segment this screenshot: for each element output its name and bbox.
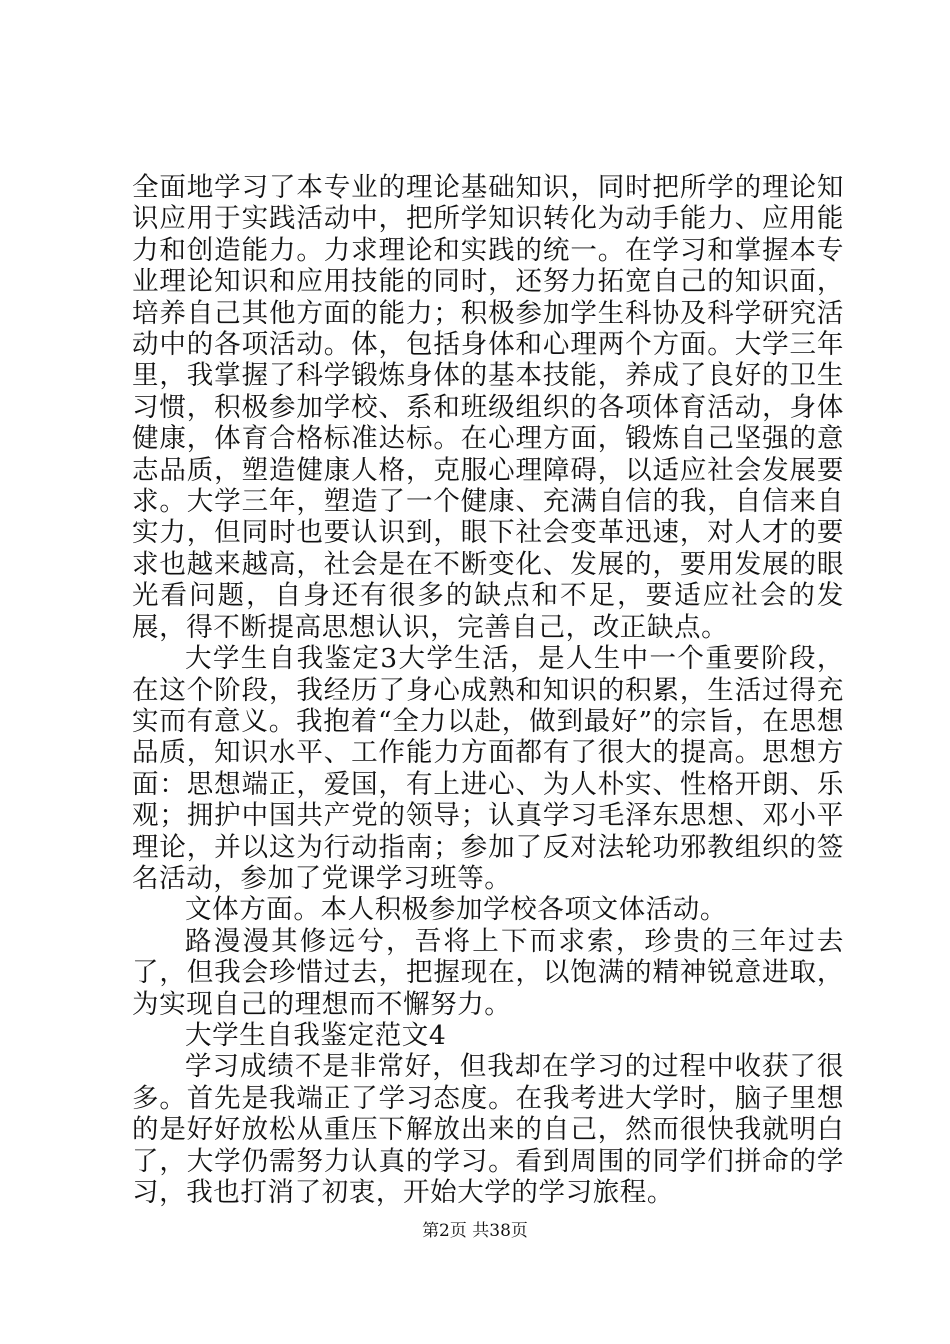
section-heading-sample-4: 大学生自我鉴定范文4 xyxy=(185,1019,447,1051)
page-number-footer: 第2页 共38页 xyxy=(422,1221,528,1241)
paragraph-self-assessment-3: 大学生自我鉴定3大学生活，是人生中一个重要阶段，在这个阶段，我经历了身心成熟和知识的积累，生活过得充实而有意义。我抱着“全力以赴，做到最好”的宗旨，在思想品质，知识水平、工作能力方面都有了很大的提高。思想方面：思想端正，爱国，有上进心、为人朴实、性格开朗、乐观；拥护中国共产党的领导；认真学习毛泽东思想、邓小平理论，并以这为行动指南；参加了反对法轮功邪教组织的签名活动，参加了党课学习班等。 xyxy=(132,643,844,894)
paragraph-continued: 全面地学习了本专业的理论基础知识，同时把所学的理论知识应用于实践活动中，把所学知识转化为动手能力、应用能力和创造能力。力求理论和实践的统一。在学习和掌握本专业理论知识和应用技能的同时，还努力拓宽自己的知识面，培养自己其他方面的能力；积极参加学生科协及科学研究活动中的各项活动。体，包括身体和心理两个方面。大学三年里，我掌握了科学锻炼身体的基本技能，养成了良好的卫生习惯，积极参加学校、系和班级组织的各项体育活动，身体健康，体育合格标准达标。在心理方面，锻炼自己坚强的意志品质，塑造健康人格，克服心理障碍，以适应社会发展要求。大学三年，塑造了一个健康、充满自信的我，自信来自实力，但同时也要认识到，眼下社会变革迅速，对人才的要求也越来越高，社会是在不断变化、发展的，要用发展的眼光看问题，自身还有很多的缺点和不足，要适应社会的发展，得不断提高思想认识，完善自己，改正缺点。 xyxy=(132,172,844,643)
paragraph-study: 学习成绩不是非常好，但我却在学习的过程中收获了很多。首先是我端正了学习态度。在我考进大学时，脑子里想的是好好放松从重压下解放出来的自己，然而很快我就明白了，大学仍需努力认真的学习。看到周围的同学们拼命的学习，我也打消了初衷，开始大学的学习旅程。 xyxy=(132,1051,844,1208)
document-body xyxy=(132,172,844,1208)
paragraph-closing: 路漫漫其修远兮，吾将上下而求索，珍贵的三年过去了，但我会珍惜过去，把握现在，以饱满的精神锐意进取，为实现自己的理想而不懈努力。 xyxy=(132,925,844,1020)
paragraph-sports: 文体方面。本人积极参加学校各项文体活动。 xyxy=(185,894,727,926)
